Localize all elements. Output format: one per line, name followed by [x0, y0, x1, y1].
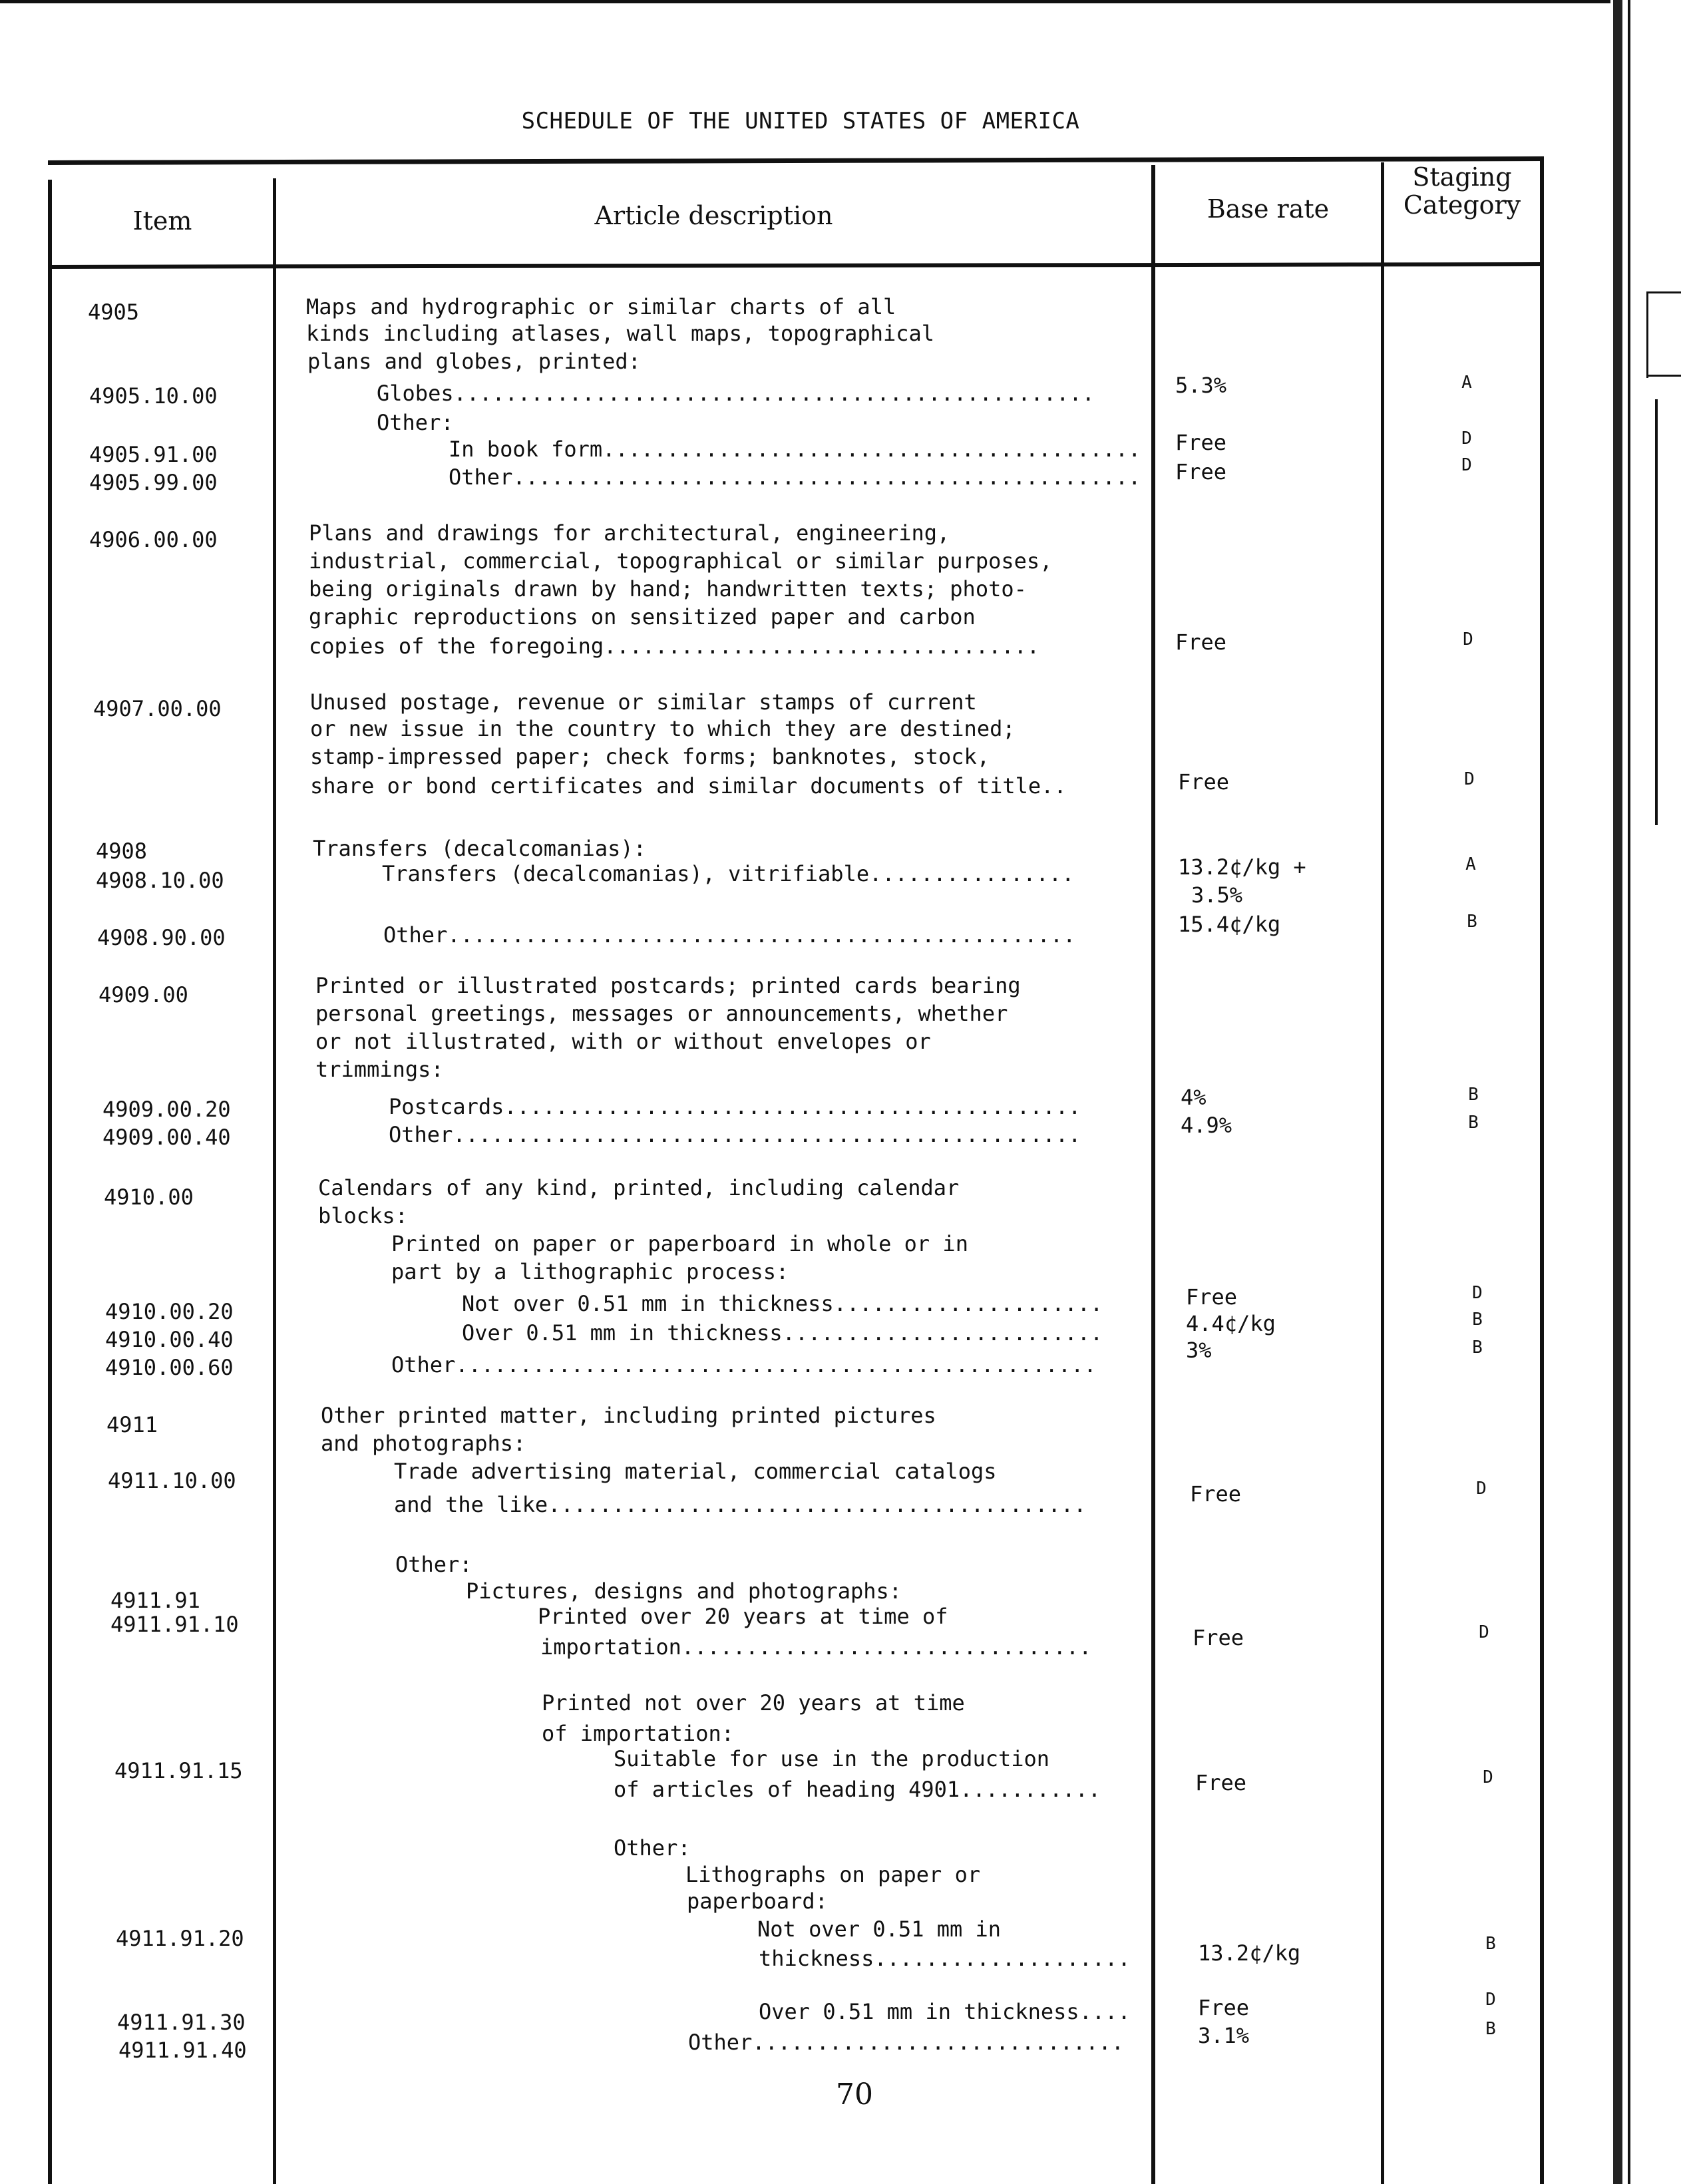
item-code: 4910.00.60 — [105, 1355, 234, 1380]
staging-category: B — [1468, 1113, 1479, 1133]
staging-category: D — [1461, 429, 1472, 449]
article-description: copies of the foregoing.................................. — [309, 634, 1040, 659]
article-description: Suitable for use in the production — [614, 1746, 1050, 1771]
article-description: Other: — [377, 410, 454, 435]
column-header-description: Article description — [594, 201, 833, 230]
article-description: Other............................. — [688, 2030, 1125, 2055]
article-description: Other................................................. — [449, 464, 1141, 490]
staging-category: B — [1485, 1934, 1496, 1954]
page-top-edge — [0, 0, 1610, 3]
item-code: 4909.00.40 — [102, 1125, 231, 1150]
item-code: 4905.91.00 — [89, 442, 218, 467]
article-description: thickness.................... — [759, 1946, 1131, 1971]
item-code: 4911.91.40 — [118, 2038, 247, 2063]
staging-category: D — [1483, 1767, 1493, 1787]
table-right-border — [1540, 160, 1544, 2184]
item-code: 4908 — [96, 838, 148, 864]
binding-edge — [1613, 0, 1622, 2184]
article-description: or new issue in the country to which they are destined; — [310, 716, 1016, 741]
article-description: Printed over 20 years at time of — [538, 1604, 948, 1629]
staging-category: D — [1479, 1622, 1489, 1642]
staging-category: B — [1472, 1310, 1483, 1330]
staging-category: B — [1485, 2019, 1496, 2039]
base-rate: Free — [1175, 430, 1227, 455]
staging-category: D — [1476, 1479, 1487, 1499]
article-description: graphic reproductions on sensitized paper and carbon — [309, 604, 976, 630]
base-rate: Free — [1198, 1995, 1250, 2020]
article-description: Over 0.51 mm in thickness......................... — [462, 1320, 1103, 1346]
item-code: 4905 — [88, 299, 140, 325]
article-description: and photographs: — [321, 1431, 526, 1456]
staging-category: A — [1465, 854, 1476, 874]
item-code: 4907.00.00 — [93, 696, 222, 721]
staging-category: D — [1485, 1990, 1496, 2010]
item-code: 4905.99.00 — [89, 470, 218, 495]
article-description: of importation: — [542, 1721, 734, 1746]
article-description: Other.................................................. — [391, 1352, 1097, 1377]
article-description: Unused postage, revenue or similar stamps of current — [310, 689, 977, 715]
article-description: of articles of heading 4901........... — [614, 1777, 1101, 1802]
base-rate: Free — [1193, 1625, 1244, 1650]
item-code: 4910.00 — [104, 1184, 194, 1210]
base-rate: 4% — [1181, 1085, 1207, 1110]
binding-edge-inner — [1628, 0, 1630, 2184]
base-rate: Free — [1186, 1284, 1238, 1310]
col-divider-rate — [1151, 165, 1155, 2184]
page-title: SCHEDULE OF THE UNITED STATES OF AMERICA — [521, 108, 1080, 134]
article-description: Printed not over 20 years at time — [542, 1690, 965, 1716]
article-description: trimmings: — [315, 1057, 444, 1082]
table-top-border — [48, 156, 1544, 165]
column-header-base-rate: Base rate — [1207, 194, 1330, 224]
article-description: Postcards............................................. — [389, 1094, 1081, 1119]
item-code: 4911.10.00 — [108, 1468, 236, 1493]
base-rate: Free — [1178, 769, 1230, 795]
article-description: kinds including atlases, wall maps, topographical — [306, 321, 935, 346]
article-description: and the like.......................................... — [394, 1492, 1087, 1517]
article-description: part by a lithographic process: — [391, 1259, 789, 1284]
item-code: 4908.90.00 — [97, 925, 226, 950]
article-description: plans and globes, printed: — [307, 349, 641, 374]
item-code: 4909.00.20 — [102, 1097, 231, 1122]
article-description: industrial, commercial, topographical or similar purposes, — [309, 548, 1053, 574]
base-rate: 13.2¢/kg — [1198, 1940, 1301, 1966]
article-description: Other printed matter, including printed pictures — [321, 1403, 936, 1428]
staging-category: D — [1472, 1283, 1483, 1303]
staging-category: B — [1472, 1338, 1483, 1358]
item-code: 4911.91.20 — [116, 1926, 244, 1951]
col-divider-item — [273, 178, 276, 2184]
base-rate: 15.4¢/kg — [1178, 912, 1281, 937]
article-description: Trade advertising material, commercial catalogs — [394, 1459, 997, 1484]
article-description: Maps and hydrographic or similar charts of all — [306, 294, 896, 319]
base-rate: 5.3% — [1175, 373, 1227, 398]
article-description: blocks: — [318, 1203, 408, 1228]
item-code: 4905.10.00 — [89, 383, 218, 409]
article-description: Over 0.51 mm in thickness.... — [759, 1999, 1131, 2024]
article-description: Other................................................. — [389, 1122, 1081, 1147]
staging-category: A — [1461, 373, 1472, 393]
adjacent-page-mark — [1655, 399, 1658, 825]
base-rate: Free — [1195, 1770, 1247, 1795]
base-rate: 4.4¢/kg — [1186, 1311, 1276, 1336]
item-code: 4911 — [106, 1412, 158, 1437]
item-code: 4911.91.15 — [114, 1758, 243, 1783]
adjacent-page-mark — [1646, 291, 1681, 293]
base-rate: 4.9% — [1181, 1113, 1232, 1138]
article-description: Printed on paper or paperboard in whole or in — [391, 1231, 968, 1256]
item-code: 4911.91 — [110, 1588, 200, 1613]
article-description: In book form.......................................... — [449, 437, 1141, 462]
article-description: Other: — [614, 1835, 691, 1861]
item-code: 4906.00.00 — [89, 527, 218, 552]
staging-category: B — [1467, 912, 1477, 932]
base-rate: Free — [1175, 459, 1227, 484]
article-description: Transfers (decalcomanias): — [313, 836, 646, 861]
column-header-item: Item — [132, 206, 192, 236]
item-code: 4909.00 — [98, 982, 188, 1007]
column-header-staging: Staging — [1412, 162, 1512, 192]
article-description: share or bond certificates and similar documents of title.. — [310, 773, 1067, 799]
staging-category: B — [1468, 1085, 1479, 1105]
article-description: Lithographs on paper or — [685, 1862, 981, 1887]
article-description: personal greetings, messages or announcements, whether — [315, 1001, 1008, 1026]
article-description: Calendars of any kind, printed, including calendar — [318, 1175, 960, 1200]
article-description: Pictures, designs and photographs: — [466, 1578, 902, 1604]
page-number: 70 — [836, 2078, 873, 2111]
item-code: 4911.91.30 — [117, 2010, 246, 2035]
article-description: Transfers (decalcomanias), vitrifiable................ — [382, 861, 1075, 886]
article-description: Other: — [395, 1552, 472, 1577]
article-description: Not over 0.51 mm in thickness..................... — [462, 1291, 1103, 1316]
base-rate: 13.2¢/kg + — [1178, 854, 1306, 880]
article-description: Printed or illustrated postcards; printed cards bearing — [315, 973, 1021, 998]
adjacent-page-mark — [1646, 291, 1648, 378]
article-description: Plans and drawings for architectural, engineering, — [309, 520, 950, 546]
table-left-border — [48, 180, 52, 2184]
base-rate-continued: 3.5% — [1191, 882, 1243, 908]
item-code: 4910.00.20 — [105, 1299, 234, 1324]
article-description: stamp-impressed paper; check forms; banknotes, stock, — [310, 744, 990, 769]
base-rate: 3% — [1186, 1338, 1212, 1363]
staging-category: D — [1463, 630, 1473, 649]
article-description: paperboard: — [687, 1889, 828, 1914]
base-rate: Free — [1175, 630, 1227, 655]
article-description: Globes.................................................. — [377, 381, 1095, 406]
article-description: being originals drawn by hand; handwritten texts; photo- — [309, 576, 1027, 602]
item-code: 4910.00.40 — [105, 1327, 234, 1352]
base-rate: Free — [1190, 1481, 1242, 1507]
article-description: Not over 0.51 mm in — [757, 1916, 1002, 1942]
staging-category: D — [1461, 455, 1472, 475]
staging-category: D — [1464, 769, 1475, 789]
article-description: Other................................................. — [383, 922, 1076, 948]
article-description: importation................................ — [540, 1634, 1092, 1660]
col-divider-staging — [1381, 162, 1384, 2184]
adjacent-page-mark — [1646, 375, 1681, 377]
base-rate: 3.1% — [1198, 2023, 1250, 2048]
item-code: 4908.10.00 — [96, 868, 224, 893]
item-code: 4911.91.10 — [110, 1612, 239, 1637]
column-header-category: Category — [1403, 190, 1521, 220]
article-description: or not illustrated, with or without envelopes or — [315, 1029, 931, 1054]
